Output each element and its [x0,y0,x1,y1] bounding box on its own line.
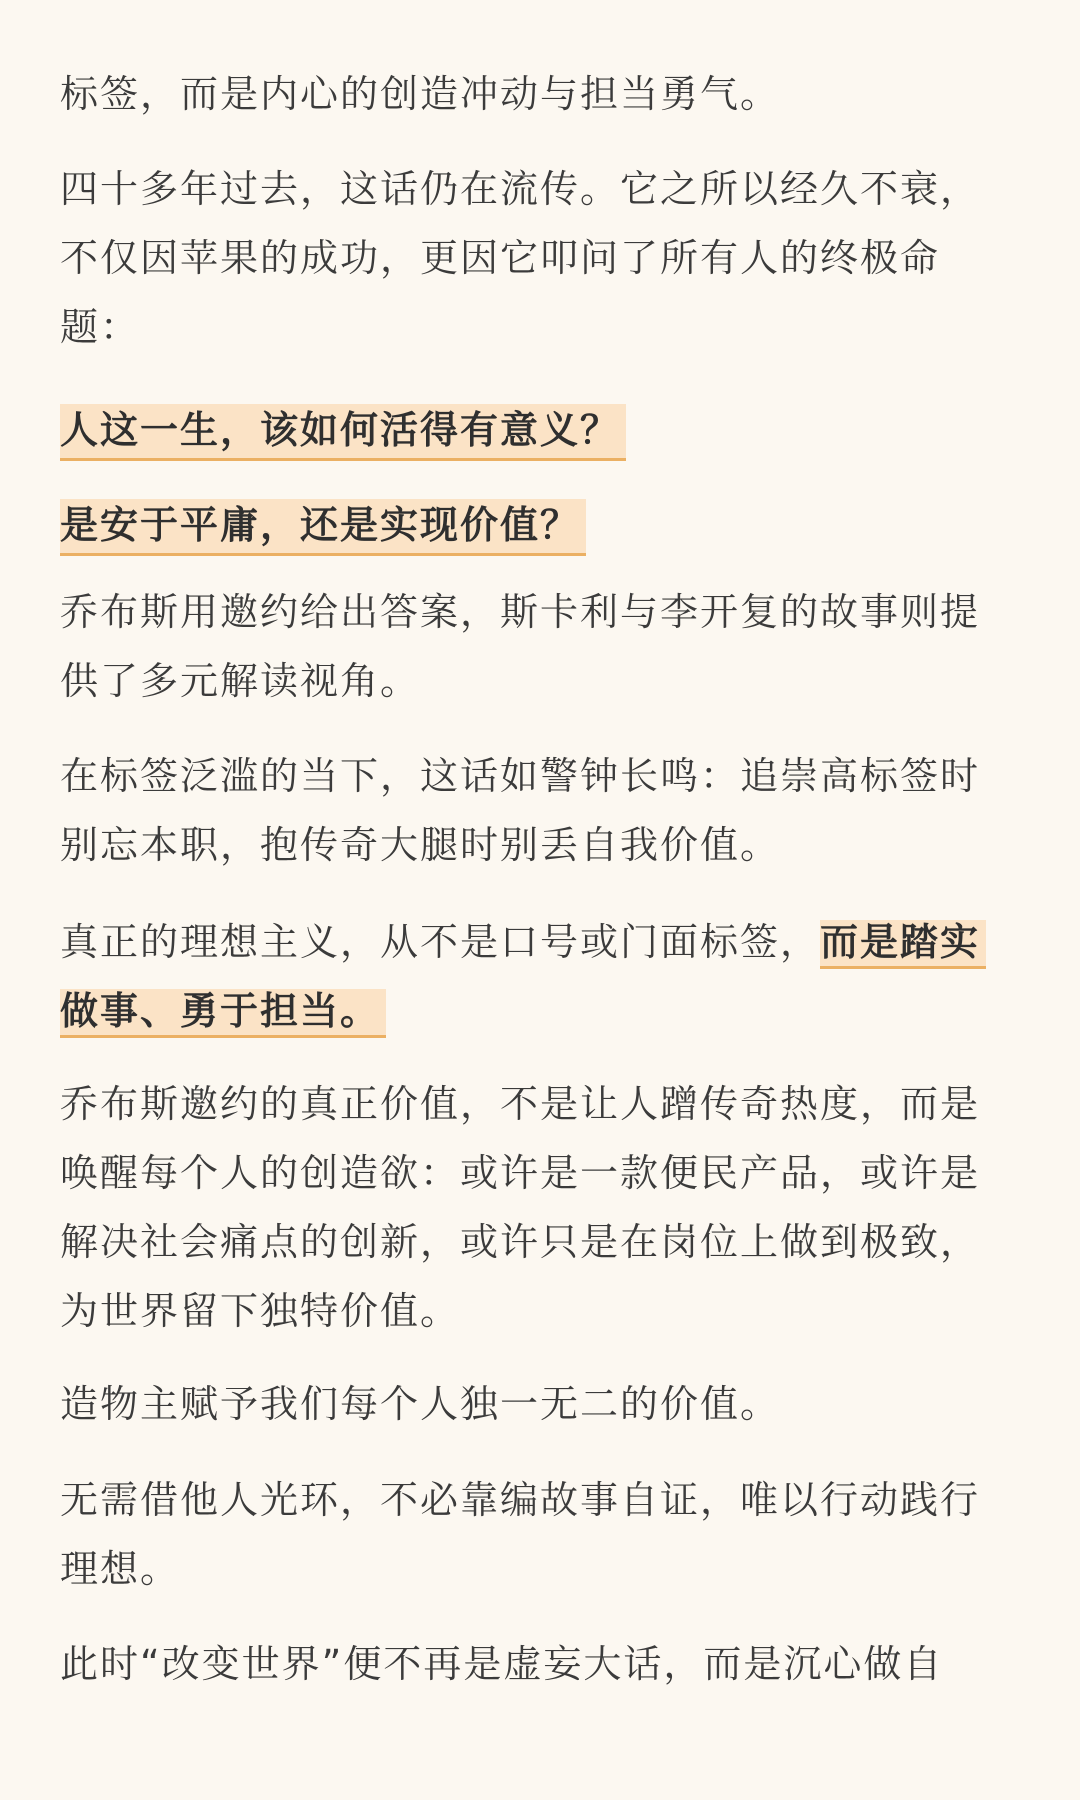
text-line [60,977,1020,1046]
paragraph-5 [60,908,1020,1046]
text-line: 无需借他人光环，不必靠编故事自证，唯以行动践行 [60,1478,981,1522]
paragraph-8 [60,1466,1020,1604]
text-line: 为世界留下独特价值。 [60,1289,461,1333]
text-line: 在标签泛滥的当下，这话如警钟长鸣：追崇高标签时 [60,754,981,798]
paragraph-2 [60,155,1020,362]
paragraph-3 [60,578,1020,716]
text-line: 供了多元解读视角。 [60,659,421,703]
paragraph-1 [60,60,1020,129]
text-line [60,908,1020,977]
text-line: 四十多年过去，这话仍在流传。它之所以经久不衰， [60,167,981,211]
plain-text: 真正的理想主义，从不是口号或门面标签， [60,920,821,964]
text-line: 别忘本职，抱传奇大腿时别丢自我价值。 [60,823,781,867]
text-line: 唤醒每个人的创造欲：或许是一款便民产品，或许是 [60,1151,981,1195]
text-line: 乔布斯用邀约给出答案，斯卡利与李开复的故事则提 [60,590,981,634]
text-line: 解决社会痛点的创新，或许只是在岗位上做到极致， [60,1220,981,1264]
highlighted-text: 而是踏实 [820,920,986,969]
paragraph-9 [60,1630,1020,1699]
paragraph-4 [60,742,1020,880]
paragraph-6 [60,1070,1020,1346]
text-line: 理想。 [60,1547,181,1591]
highlighted-text: 是安于平庸，还是实现价值？ [60,499,586,556]
text-line: 题： [60,305,141,349]
text-line: 乔布斯邀约的真正价值，不是让人蹭传奇热度，而是 [60,1082,981,1126]
text-line: 造物主赋予我们每个人独一无二的价值。 [60,1382,781,1426]
text-line: 不仅因苹果的成功，更因它叩问了所有人的终极命 [60,236,941,280]
text-line: 标签，而是内心的创造冲动与担当勇气。 [60,72,781,116]
paragraph-7 [60,1370,1020,1439]
text-line: 此时“改变世界”便不再是虚妄大话，而是沉心做自 [60,1642,944,1686]
highlighted-text: 人这一生，该如何活得有意义？ [60,404,626,461]
highlighted-text: 做事、勇于担当。 [60,989,386,1038]
highlight-question-2 [60,491,1020,560]
highlight-question-1 [60,396,1020,465]
